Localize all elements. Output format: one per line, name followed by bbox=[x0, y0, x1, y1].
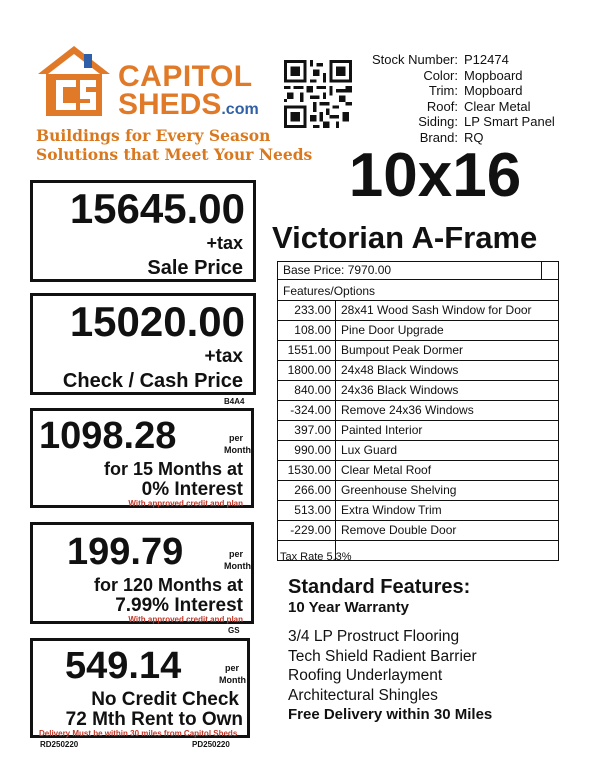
stock-info-value: Mopboard bbox=[464, 67, 523, 83]
option-price: -324.00 bbox=[278, 401, 336, 420]
option-row bbox=[278, 340, 558, 360]
finance-120-line1: for 120 Months at bbox=[93, 575, 243, 595]
rto-note: Delivery Must be within 30 miles from Capitol Sheds bbox=[39, 729, 238, 738]
finance-15-box bbox=[30, 408, 254, 508]
stock-info-row bbox=[360, 99, 590, 115]
capitol-sheds-logo-icon bbox=[34, 44, 114, 118]
option-price: 108.00 bbox=[278, 321, 336, 340]
option-price: 840.00 bbox=[278, 381, 336, 400]
cash-price: 15020.00 bbox=[69, 298, 245, 345]
option-row bbox=[278, 400, 558, 420]
options-rows bbox=[278, 300, 558, 560]
sale-price: 15645.00 bbox=[69, 185, 245, 232]
rto-per: per bbox=[225, 663, 240, 673]
option-description: Pine Door Upgrade bbox=[341, 323, 444, 337]
sale-tax: +tax bbox=[206, 233, 243, 253]
option-price: -229.00 bbox=[278, 521, 336, 540]
stock-info-label: Roof: bbox=[426, 98, 458, 114]
finance-15-line2: 0% Interest bbox=[141, 479, 243, 500]
tagline-2: Solutions that Meet Your Needs bbox=[36, 145, 313, 164]
stock-info-label: Trim: bbox=[428, 83, 458, 98]
option-description: Painted Interior bbox=[341, 423, 423, 437]
standard-feature-item: 3/4 LP Prostruct Flooring bbox=[288, 628, 460, 645]
finance-120-amount: 199.79 bbox=[67, 531, 184, 573]
base-price: Base Price: 7970.00 bbox=[283, 263, 392, 277]
stock-info-value: RQ bbox=[464, 129, 484, 145]
options-header: Features/Options bbox=[283, 284, 376, 298]
standard-features-title: Standard Features: bbox=[288, 576, 471, 598]
cash-price-box bbox=[30, 293, 256, 395]
finance-15-note: With approved credit and plan bbox=[128, 499, 243, 508]
rto-month: Month bbox=[219, 675, 246, 685]
standard-features bbox=[288, 575, 588, 724]
option-description: Clear Metal Roof bbox=[341, 463, 432, 477]
option-row bbox=[278, 520, 558, 540]
option-description: 24x48 Black Windows bbox=[341, 363, 459, 377]
finance-120-per: per bbox=[229, 549, 244, 559]
stock-info-row bbox=[360, 83, 590, 99]
option-description: Greenhouse Shelving bbox=[341, 483, 457, 497]
warranty: 10 Year Warranty bbox=[288, 599, 409, 616]
stock-info-row bbox=[360, 114, 590, 130]
stock-info-row bbox=[360, 68, 590, 84]
option-description: Remove 24x36 Windows bbox=[341, 403, 474, 417]
option-row bbox=[278, 360, 558, 380]
finance-120-note: With approved credit and plan bbox=[128, 615, 243, 624]
option-price: 1530.00 bbox=[278, 461, 336, 480]
finance-120-code: GS bbox=[228, 626, 240, 635]
standard-feature-item: Tech Shield Radient Barrier bbox=[288, 647, 477, 665]
finance-120-box bbox=[30, 522, 254, 624]
option-description: Lux Guard bbox=[341, 443, 398, 457]
finance-15-line1: for 15 Months at bbox=[103, 459, 243, 479]
finance-15-amount: 1098.28 bbox=[39, 415, 177, 457]
brand-name-line2: SHEDS.com bbox=[118, 88, 259, 121]
finance-120-line2: 7.99% Interest bbox=[115, 595, 243, 616]
sale-price-label: Sale Price bbox=[147, 257, 243, 279]
option-row bbox=[278, 440, 558, 460]
stock-info-label: Siding: bbox=[418, 114, 458, 129]
option-price: 397.00 bbox=[278, 421, 336, 440]
base-price-cell bbox=[541, 262, 558, 279]
option-description: Remove Double Door bbox=[341, 523, 457, 537]
option-row bbox=[278, 500, 558, 520]
qr-code-icon bbox=[284, 60, 352, 128]
brand-name-line1: CAPITOL bbox=[118, 60, 253, 93]
option-description: 28x41 Wood Sash Window for Door bbox=[341, 303, 532, 317]
tax-rate: Tax Rate 5.3% bbox=[280, 551, 352, 563]
stock-info-value: Clear Metal bbox=[464, 98, 531, 114]
option-description: Extra Window Trim bbox=[341, 503, 442, 517]
option-price: 513.00 bbox=[278, 501, 336, 520]
standard-feature-item: Architectural Shingles bbox=[288, 686, 438, 704]
rto-line1: No Credit Check bbox=[91, 689, 239, 710]
stock-info-value: P12474 bbox=[464, 52, 509, 67]
option-price: 233.00 bbox=[278, 301, 336, 320]
option-description: 24x36 Black Windows bbox=[341, 383, 459, 397]
base-price-row bbox=[278, 262, 558, 280]
option-price: 1551.00 bbox=[278, 341, 336, 360]
option-description: Bumpout Peak Dormer bbox=[341, 343, 464, 357]
option-row bbox=[278, 300, 558, 320]
shed-style-name: Victorian A-Frame bbox=[272, 220, 538, 255]
option-row bbox=[278, 420, 558, 440]
stock-info-value: LP Smart Panel bbox=[464, 114, 555, 129]
option-row bbox=[278, 380, 558, 400]
option-row bbox=[278, 320, 558, 340]
option-row bbox=[278, 460, 558, 480]
brand-domain: .com bbox=[221, 101, 259, 118]
option-price: 266.00 bbox=[278, 481, 336, 500]
rent-to-own-box bbox=[30, 638, 250, 738]
standard-feature-item: Roofing Underlayment bbox=[288, 667, 443, 684]
stock-info-label: Brand: bbox=[419, 129, 458, 145]
cash-code: B4A4 bbox=[224, 397, 245, 406]
finance-120-month: Month bbox=[224, 561, 251, 571]
cash-tax: +tax bbox=[204, 346, 243, 367]
standard-features-list bbox=[288, 627, 588, 705]
option-price: 990.00 bbox=[278, 441, 336, 460]
cash-price-label: Check / Cash Price bbox=[62, 370, 243, 392]
rto-amount: 549.14 bbox=[65, 645, 182, 687]
stock-info bbox=[360, 52, 590, 145]
free-delivery: Free Delivery within 30 Miles bbox=[288, 706, 493, 723]
option-price: 1800.00 bbox=[278, 361, 336, 380]
sale-price-box bbox=[30, 180, 256, 282]
options-table bbox=[277, 261, 559, 561]
rto-code-right: PD250220 bbox=[192, 740, 230, 749]
rto-line2: 72 Mth Rent to Own bbox=[65, 709, 243, 730]
option-row bbox=[278, 480, 558, 500]
option-description bbox=[336, 541, 558, 560]
shed-size: 10x16 bbox=[348, 141, 522, 210]
finance-15-per: per bbox=[229, 433, 244, 443]
stock-info-value: Mopboard bbox=[464, 83, 523, 98]
finance-15-month: Month bbox=[224, 445, 251, 455]
stock-info-label: Stock Number: bbox=[372, 52, 458, 67]
stock-info-row bbox=[360, 52, 590, 68]
rto-code-left: RD250220 bbox=[40, 740, 79, 749]
tagline-1: Buildings for Every Season bbox=[36, 126, 271, 145]
stock-info-label: Color: bbox=[423, 67, 458, 83]
